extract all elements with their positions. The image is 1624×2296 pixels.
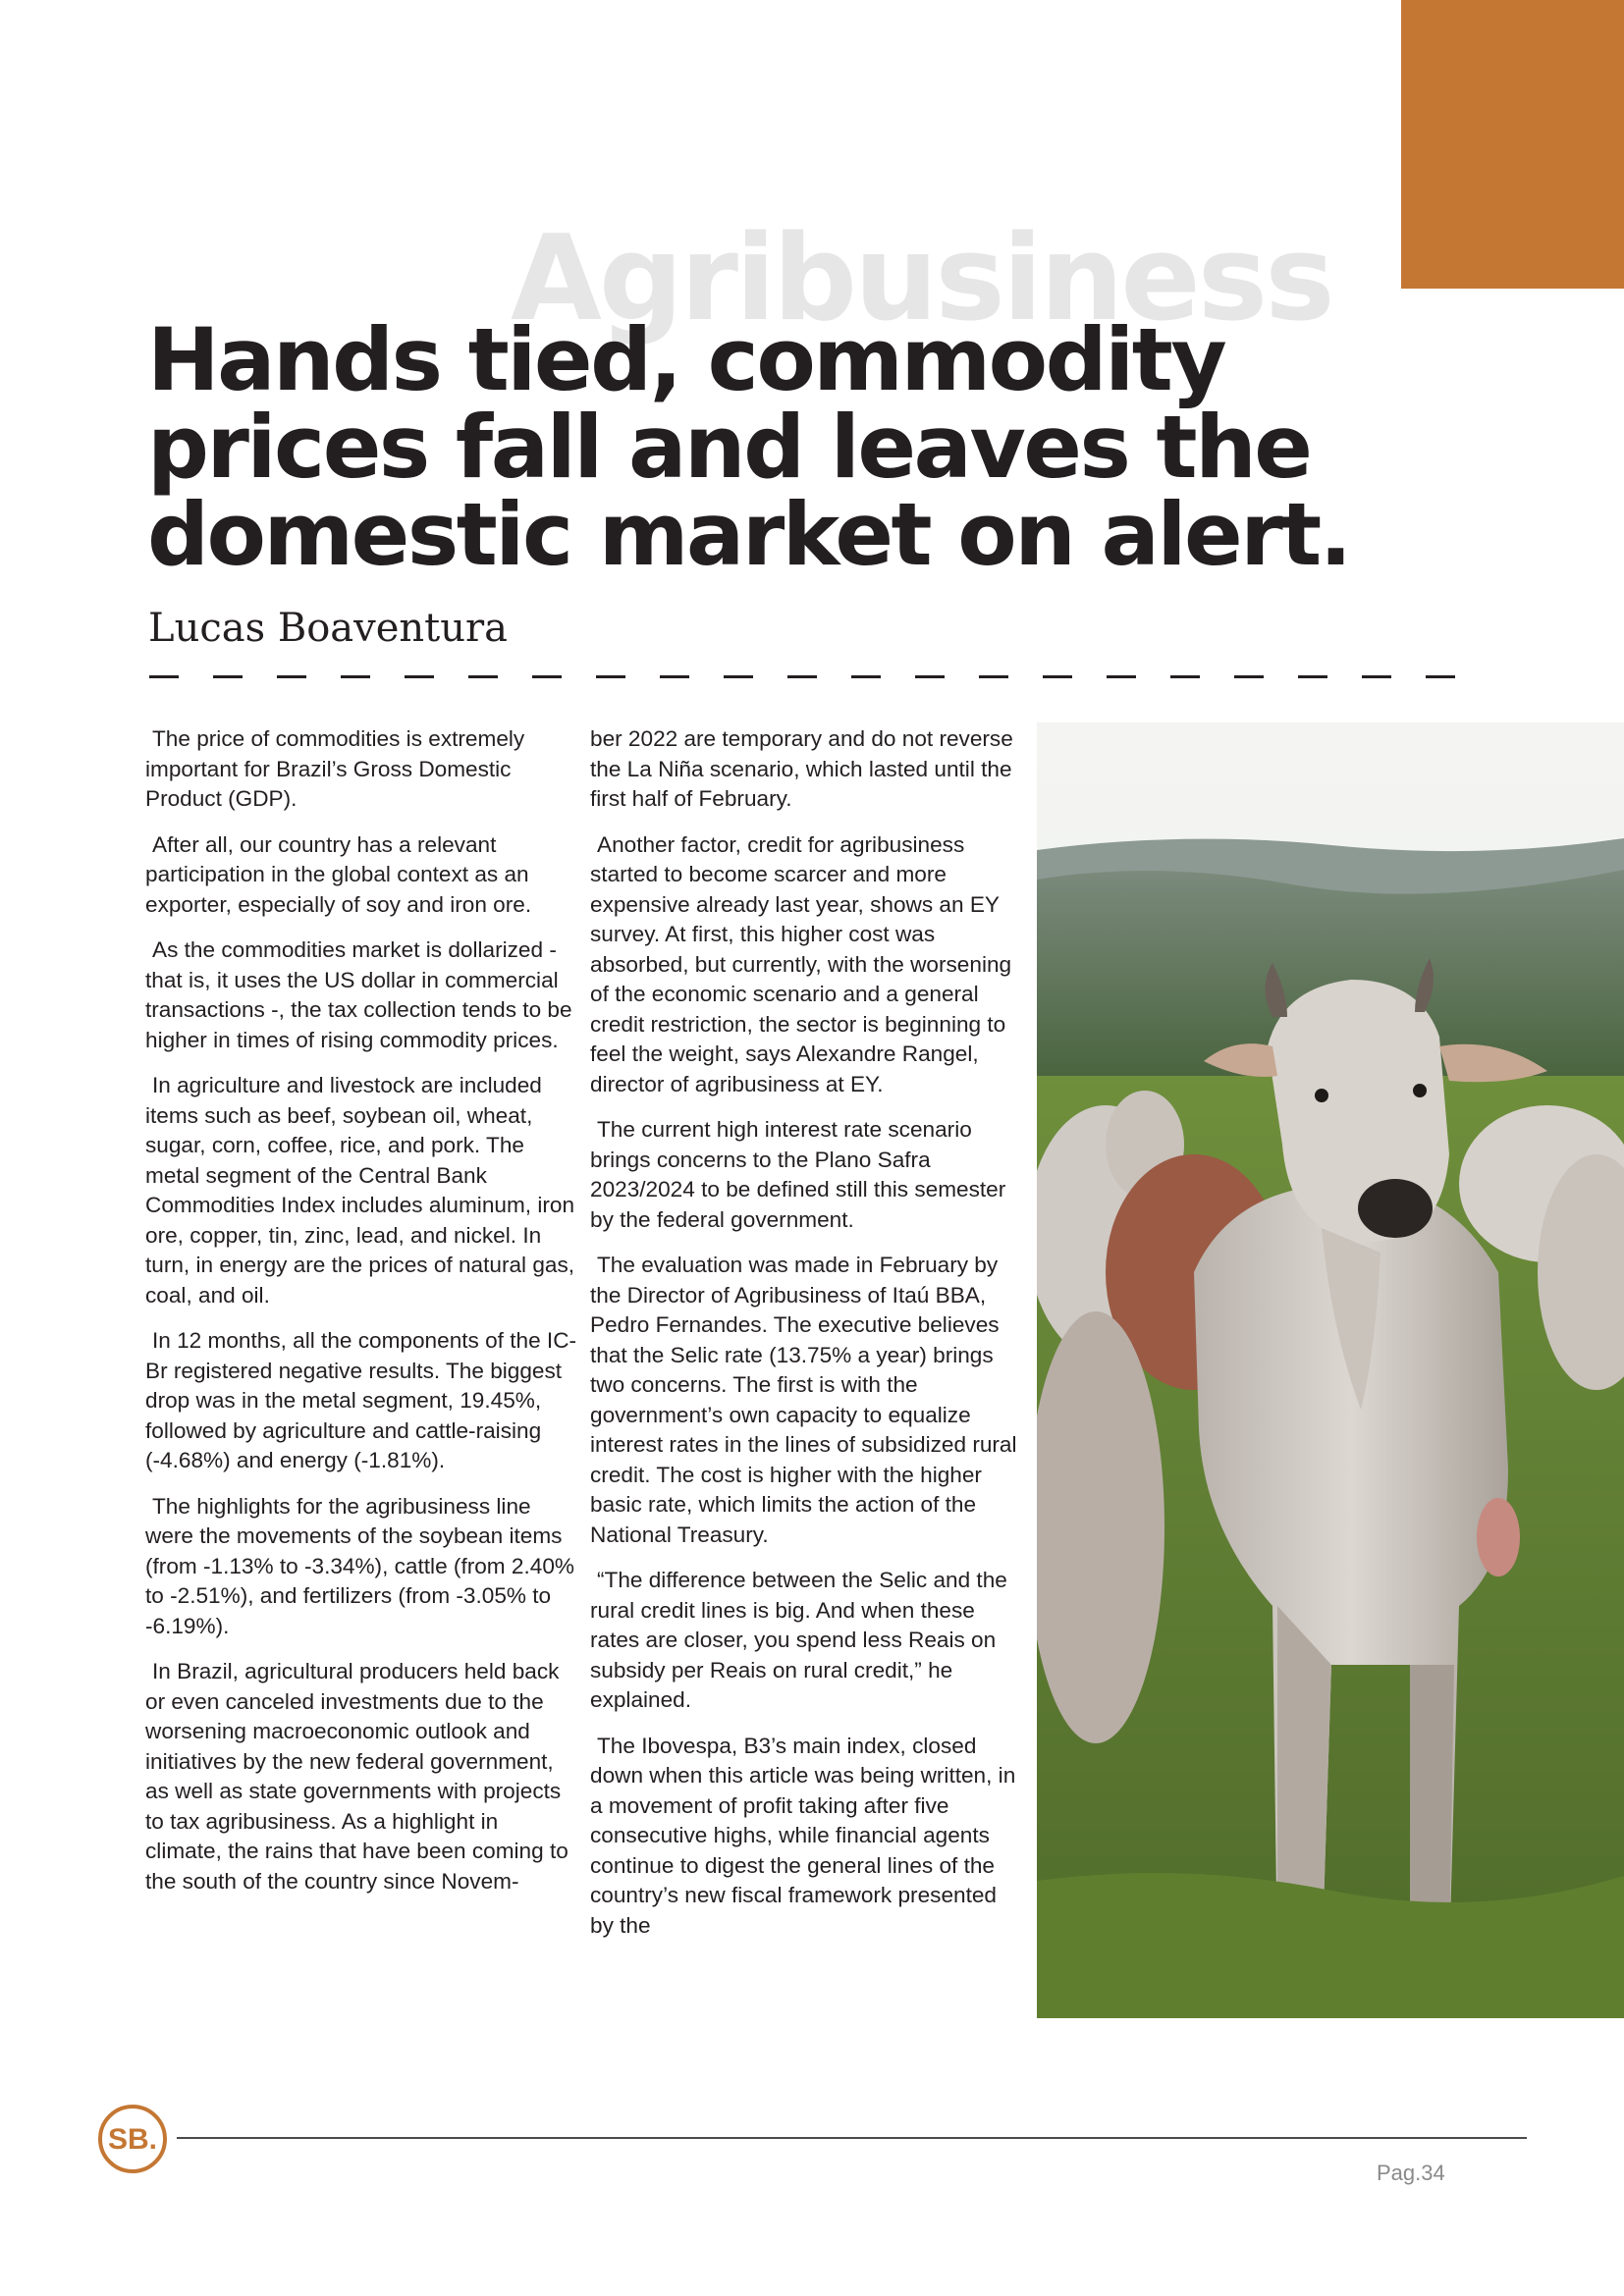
paragraph: The price of commodities is extremely important for Brazil’s Gross Domestic Product (GDP). (145, 726, 525, 811)
paragraph: “The difference between the Selic and the rural credit lines is big. And when these rates are closer, you spend less Reais on subsidy per Reais on rural credit,” he explained. (590, 1568, 1007, 1712)
corner-accent-block (1401, 0, 1624, 289)
paragraph: In 12 months, all the components of the IC-Br registered negative results. The biggest drop was in the metal segment, 19.45%, followed by agriculture and cattle-raising (-4.68%) and energy (-1.81%). (145, 1328, 577, 1472)
paragraph: The evaluation was made in February by the Director of Agribusiness of Itaú BBA, Pedro Fernandes. The executive believes that the Selic rate (13.75% a year) brings two concerns. The first is with the government’s own capacity to equalize interest rates in the lines of subsidized rural credit. The cost is higher with the higher basic rate, which limits the action of the National Treasury. (590, 1253, 1017, 1547)
svg-text:SB.: SB. (107, 2123, 158, 2156)
dashed-divider (149, 675, 1463, 678)
sb-logo-mark (96, 2103, 169, 2175)
cattle-illustration (1037, 722, 1624, 2018)
paragraph: The Ibovespa, B3’s main index, closed down when this article was being written, in a movement of profit taking after five consecutive highs, while financial agents continue to digest the general lines of the country’s new fiscal framework presented by the (590, 1733, 1016, 1938)
author-byline: Lucas Boaventura (148, 606, 508, 651)
article-column-2 (590, 724, 1022, 1956)
paragraph: In Brazil, agricultural producers held back or even canceled investments due to the worsening macroeconomic outlook and initiatives by the new federal government, as well as state governments with projects to tax agribusiness. As a highlight in climate, the rains that have been coming to the south of the country since Novem- (145, 1659, 568, 1894)
paragraph: The current high interest rate scenario brings concerns to the Plano Safra 2023/2024 to be defined still this semester by the federal government. (590, 1117, 1006, 1232)
article-headline: Hands tied, commodity prices fall and leaves the domestic market on alert. (147, 309, 1350, 585)
paragraph: As the commodities market is dollarized - that is, it uses the US dollar in commercial transactions -, the tax collection tends to be higher in times of rising commodity prices. (145, 937, 572, 1052)
article-column-1 (145, 724, 577, 1912)
paragraph: Another factor, credit for agribusiness started to become scarcer and more expensive already last year, shows an EY survey. At first, this higher cost was absorbed, but currently, with the worsening of the economic scenario and a general credit restriction, the sector is beginning to feel the weight, says Alexandre Rangel, director of agribusiness at EY. (590, 831, 1012, 1096)
footer-rule (177, 2137, 1527, 2139)
paragraph: In agriculture and livestock are included items such as beef, soybean oil, wheat, sugar, corn, coffee, rice, and pork. The metal segment of the Central Bank Commodities Index includes aluminum, iron ore, copper, tin, zinc, lead, and nickel. In turn, in energy are the prices of natural gas, coal, and oil. (145, 1073, 575, 1308)
page-number: Pag.34 (1377, 2161, 1445, 2185)
sb-logo (96, 2103, 169, 2175)
paragraph: The highlights for the agribusiness line were the movements of the soybean items (from -1.13% to -3.34%), cattle (from 2.40% to -2.51%), and fertilizers (from -3.05% to -6.19%). (145, 1493, 574, 1638)
paragraph: ber 2022 are temporary and do not reverse the La Niña scenario, which lasted until the first half of February. (590, 726, 1013, 811)
section-watermark: Agribusiness (511, 211, 1332, 347)
paragraph: After all, our country has a relevant participation in the global context as an exporter, especially of soy and iron ore. (145, 831, 532, 917)
cattle-photo (1037, 722, 1624, 2018)
